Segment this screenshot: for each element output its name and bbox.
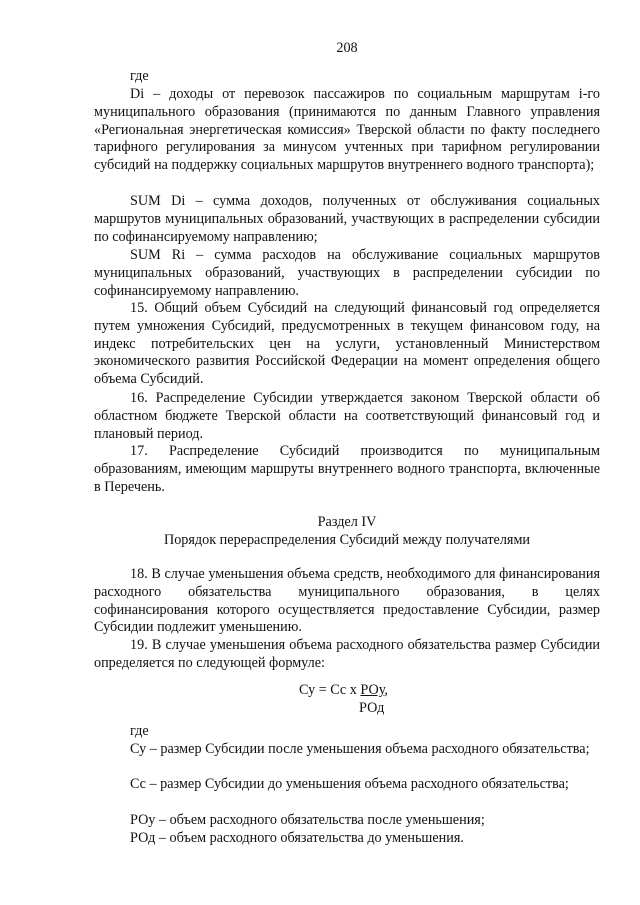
definition-sum-ri: SUM Ri – сумма расходов на обслуживание социальных маршрутов муниципальных образований, участвующих в распределении субсидии по софинансируемому направлению. [94,247,600,299]
paragraph-17: 17. Распределение Субсидий производится по муниципальным образованиям, имеющим маршруты внутреннего водного транспорта, включенные в Перечень. [94,443,600,495]
paragraph-18: 18. В случае уменьшения объема средств, необходимого для финансирования расходного обязательства муниципального образования, в целях софинансирования которого осуществляется предоставление Субсидии, размер Субсидии подлежит уменьшению. [94,566,600,636]
definition-roy: РОу – объем расходного обязательства после уменьшения; [130,812,485,828]
paragraph-15: 15. Общий объем Субсидий на следующий финансовый год определяется путем умножения Субсидий, предусмотренных в текущем финансовом году, на индекс потребительских цен на услуги, установленный Министерством экономического развития Российской Федерации на момент определения общего объема Субсидий. [94,300,600,388]
section-title: Раздел IV [317,514,377,530]
definition-sum-di: SUM Di – сумма доходов, полученных от обслуживания социальных маршрутов муниципальных образований, участвующих в распределении субсидии по софинансируемому направлению; [94,193,600,245]
formula-comma: , [384,682,388,698]
formula-lhs: Су = Сс х [299,682,361,698]
definition-di: Di – доходы от перевозок пассажиров по социальным маршрутам i-го муниципального образования (принимаются по данным Главного управления «Региональная энергетическая комиссия» Тверской области по факту последнего тарифного регулирования за минусом учтенных при тарифном регулировании субсидий на поддержку социальных маршрутов внутреннего водного транспорта); [94,86,600,174]
page-number: 208 [336,40,358,56]
definition-cy: Су – размер Субсидии после уменьшения объема расходного обязательства; [130,741,590,757]
formula-numerator: РОу [360,682,385,698]
where-label-2: где [130,723,149,739]
document-page [94,0,600,905]
where-label: где [130,68,149,84]
paragraph-19: 19. В случае уменьшения объема расходного обязательства размер Субсидии определяется по следующей формуле: [94,637,600,671]
subsidy-formula [299,682,409,718]
paragraph-16: 16. Распределение Субсидии утверждается законом Тверской области об областном бюджете Тверской области на соответствующий финансовый год и плановый период. [94,390,600,442]
formula-denominator: РОд [359,699,385,716]
section-subtitle: Порядок перераспределения Субсидий между получателями [163,532,531,548]
definition-rod: РОд – объем расходного обязательства до уменьшения. [130,830,464,846]
definition-cc: Сс – размер Субсидии до уменьшения объема расходного обязательства; [130,776,569,792]
